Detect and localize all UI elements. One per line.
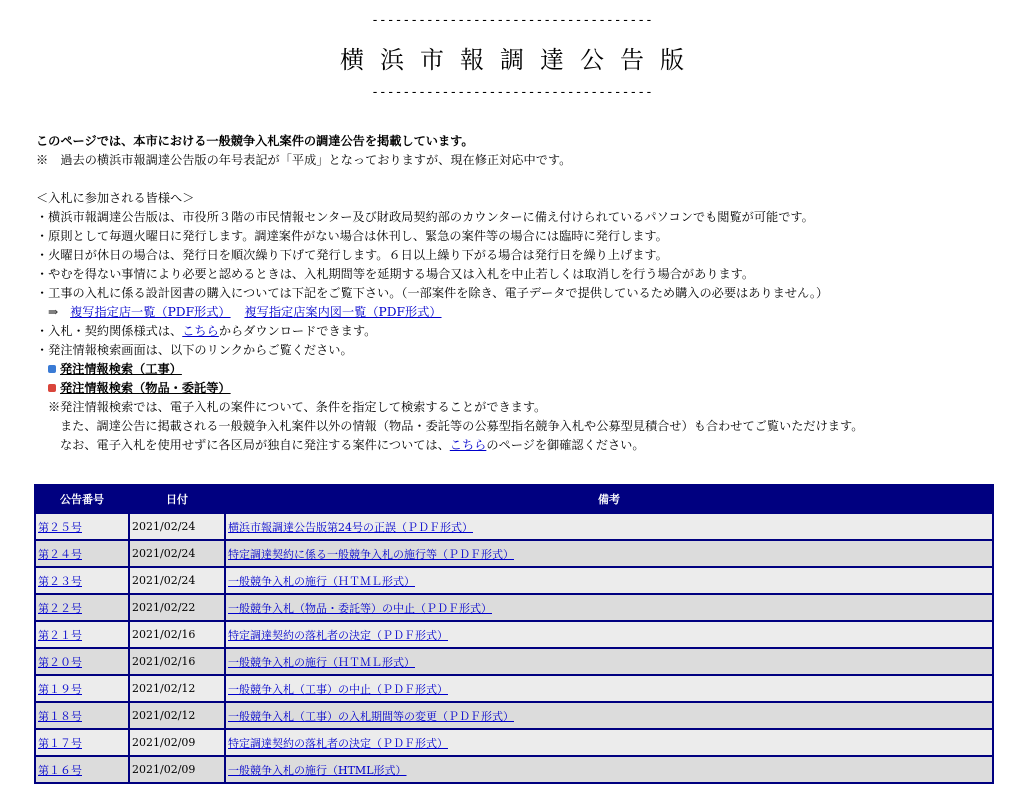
arrow-icon: ⇒ (48, 305, 59, 319)
notice-bullet-5: ・工事の入札に係る設計図書の購入については下記をご覧下さい。（一部案件を除き、電子データで提供しているため購入の必要はありません。） (36, 286, 829, 300)
remark-link[interactable]: 特定調達契約の落札者の決定（ＰＤＦ形式） (228, 628, 448, 642)
header-date: 日付 (130, 486, 224, 512)
notice-bullet-2: ・原則として毎週火曜日に発行します。調達案件がない場合は休刊し、緊急の案件等の場合には臨時に発行します。 (36, 229, 668, 243)
intro-note: ※ 過去の横浜市報調達公告版の年号表記が「平成」となっておりますが、現在修正対応中です。 (36, 153, 572, 167)
row-number (36, 676, 128, 701)
copy-shop-list-link[interactable]: 複写指定店一覧（PDF形式） (70, 305, 231, 319)
header-number: 公告番号 (36, 486, 128, 512)
page-title: 横浜市報調達公告版 (340, 46, 700, 74)
row-date: 2021/02/09 (130, 757, 224, 782)
row-date: 2021/02/22 (130, 595, 224, 620)
search-note-3-pre: なお、電子入札を使用せずに各区局が独自に発注する案件については、 (60, 438, 450, 452)
row-date: 2021/02/24 (130, 541, 224, 566)
remark-link[interactable]: 一般競争入札の施行（ＨＴＭＬ形式） (228, 574, 415, 588)
search-works-link[interactable]: 発注情報検索（工事） (60, 362, 182, 376)
notice-number-link[interactable]: 第２０号 (38, 655, 82, 669)
row-date: 2021/02/16 (130, 649, 224, 674)
notice-number-link[interactable]: 第１６号 (38, 763, 82, 777)
row-date: 2021/02/24 (130, 568, 224, 593)
intro-lead: このページでは、本市における一般競争入札案件の調達公告を掲載しています。 (36, 134, 474, 148)
notice-heading: ＜入札に参加される皆様へ＞ (36, 191, 195, 205)
row-number (36, 757, 128, 782)
row-remark (226, 757, 992, 782)
search-note-3 (36, 436, 1006, 455)
row-remark (226, 730, 992, 755)
table-row (36, 649, 992, 674)
search-goods-item (36, 379, 1006, 398)
row-number (36, 514, 128, 539)
notice-bullet-7: ・発注情報検索画面は、以下のリンクからご覧ください。 (36, 343, 353, 357)
notice-bullet-3: ・火曜日が休日の場合は、発行日を順次繰り下げて発行します。６日以上繰り下がる場合は発行日を繰り上げます。 (36, 248, 668, 262)
remark-link[interactable]: 一般競争入札（工事）の入札期間等の変更（ＰＤＦ形式） (228, 709, 514, 723)
remark-link[interactable]: 一般競争入札（物品・委託等）の中止（ＰＤＦ形式） (228, 601, 492, 615)
remark-link[interactable]: 一般競争入札（工事）の中止（ＰＤＦ形式） (228, 682, 448, 696)
main-content (36, 132, 1006, 455)
notice-number-link[interactable]: 第２４号 (38, 547, 82, 561)
notice-number-link[interactable]: 第２３号 (38, 574, 82, 588)
row-number (36, 541, 128, 566)
row-remark (226, 568, 992, 593)
table-row (36, 595, 992, 620)
remark-link[interactable]: 特定調達契約の落札者の決定（ＰＤＦ形式） (228, 736, 448, 750)
header-remarks: 備考 (226, 486, 992, 512)
table-row (36, 703, 992, 728)
table-row (36, 730, 992, 755)
row-remark (226, 676, 992, 701)
search-note-1: ※発注情報検索では、電子入札の案件について、条件を指定して検索することができます。 (48, 400, 547, 414)
row-remark (226, 622, 992, 647)
row-number (36, 595, 128, 620)
notice-number-link[interactable]: 第１９号 (38, 682, 82, 696)
row-remark (226, 514, 992, 539)
forms-text-post: からダウンロードできます。 (218, 324, 377, 338)
table-header-row (36, 486, 992, 512)
notice-number-link[interactable]: 第２１号 (38, 628, 82, 642)
ward-orders-link[interactable]: こちら (449, 438, 487, 452)
forms-text-pre: ・入札・契約関係様式は、 (36, 324, 183, 338)
copy-shop-links (36, 303, 1006, 322)
table-row (36, 622, 992, 647)
notice-number-link[interactable]: 第２５号 (38, 520, 82, 534)
remark-link[interactable]: 一般競争入札の施行（HTML形式） (228, 763, 407, 777)
row-date: 2021/02/12 (130, 703, 224, 728)
notice-bullet-6 (36, 322, 1006, 341)
announcement-table (34, 484, 994, 784)
notice-bullet-4: ・やむを得ない事情により必要と認めるときは、入札期間等を延期する場合又は入札を中止若しくは取消しを行う場合があります。 (36, 267, 755, 281)
row-number (36, 568, 128, 593)
notice-number-link[interactable]: 第１８号 (38, 709, 82, 723)
title-dash-bottom: ------------------------------------ (371, 85, 653, 100)
row-remark (226, 541, 992, 566)
row-number (36, 703, 128, 728)
table-row (36, 568, 992, 593)
copy-shop-map-link[interactable]: 複写指定店案内図一覧（PDF形式） (244, 305, 442, 319)
row-date: 2021/02/12 (130, 676, 224, 701)
row-remark (226, 649, 992, 674)
search-goods-link[interactable]: 発注情報検索（物品・委託等） (60, 381, 231, 395)
title-dash-top: ------------------------------------ (371, 13, 653, 28)
notice-bullet-1: ・横浜市報調達公告版は、市役所３階の市民情報センター及び財政局契約部のカウンターに備え付けられているパソコンでも閲覧が可能です。 (36, 210, 814, 224)
row-remark (226, 703, 992, 728)
square-bullet-icon (48, 365, 56, 373)
table-row (36, 541, 992, 566)
remark-link[interactable]: 横浜市報調達公告版第24号の正誤（ＰＤＦ形式） (228, 520, 473, 534)
row-remark (226, 595, 992, 620)
remark-link[interactable]: 特定調達契約に係る一般競争入札の施行等（ＰＤＦ形式） (228, 547, 514, 561)
table-row (36, 676, 992, 701)
table-row (36, 514, 992, 539)
search-works-item (36, 360, 1006, 379)
search-note-2: また、調達公告に掲載される一般競争入札案件以外の情報（物品・委託等の公募型指名競争入札や公募型見積合せ）も合わせてご覧いただけます。 (60, 419, 864, 433)
row-number (36, 649, 128, 674)
row-date: 2021/02/09 (130, 730, 224, 755)
notice-number-link[interactable]: 第２２号 (38, 601, 82, 615)
row-date: 2021/02/24 (130, 514, 224, 539)
row-date: 2021/02/16 (130, 622, 224, 647)
row-number (36, 730, 128, 755)
square-bullet-icon (48, 384, 56, 392)
remark-link[interactable]: 一般競争入札の施行（ＨＴＭＬ形式） (228, 655, 415, 669)
search-note-3-post: のページを御確認ください。 (486, 438, 645, 452)
notice-number-link[interactable]: 第１７号 (38, 736, 82, 750)
table-row (36, 757, 992, 782)
row-number (36, 622, 128, 647)
forms-download-link[interactable]: こちら (182, 324, 219, 338)
